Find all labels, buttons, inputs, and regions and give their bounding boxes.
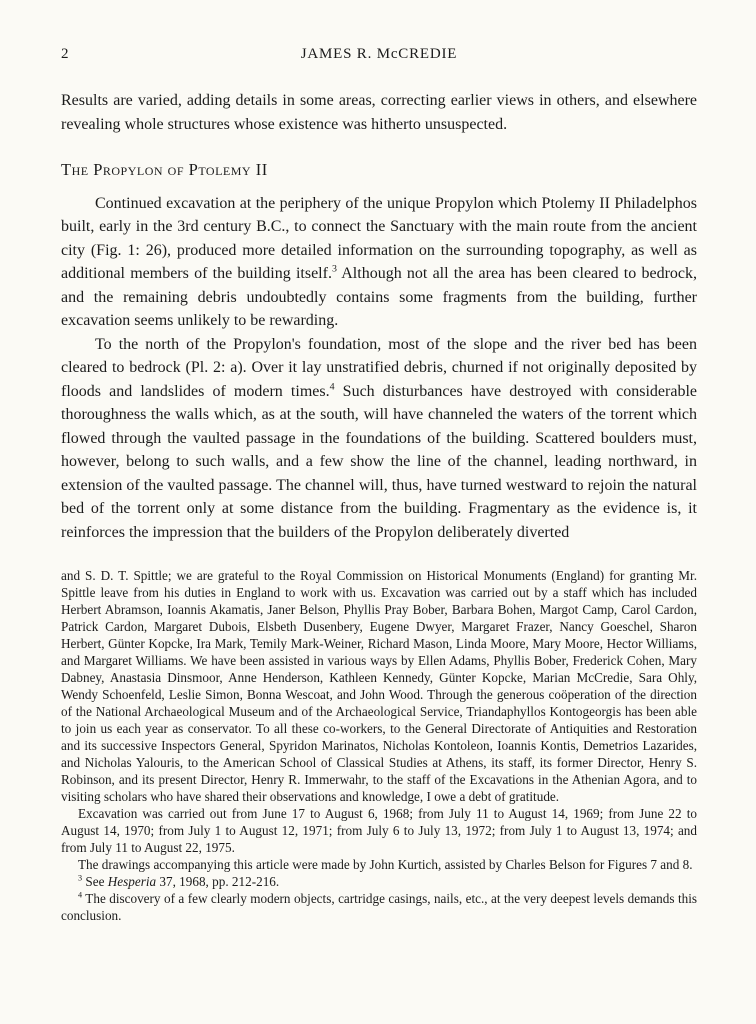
page-number: 2 bbox=[61, 46, 69, 62]
footnote-3-marker: 3 bbox=[78, 873, 83, 883]
journal-citation: Hesperia bbox=[107, 874, 157, 889]
paragraph-text: Although not all the area has been cleared to bedrock, and the remaining debris undoubtedly contains some fragments from the building, further excavation seems unlikely to be rewarding. bbox=[61, 265, 697, 329]
footnote-4 bbox=[61, 890, 697, 924]
footnotes-section bbox=[61, 567, 697, 924]
paragraph-text: To the north of the Propylon's foundation, most of the slope and the river bed has been cleared to bedrock (Pl. 2: a). Over it lay unstratified debris, churned if not originally deposited by floods and landslides of modern times. bbox=[61, 335, 697, 400]
footnote-4-marker: 4 bbox=[78, 890, 83, 900]
paragraph-text: Such disturbances have destroyed with considerable thoroughness the walls which, as at the south, will have channeled the waters of the torrent which flowed through the vaulted passage in the foundations of the building. Scattered boulders must, however, belong to such walls, and a few show the line of the channel, leading northward, in extension of the vaulted passage. The channel will, thus, have turned westward to rejoin the natural bed of the torrent only at some distance from the building. Fragmentary as the evidence is, it reinforces the impression that the builders of the Propylon deliberately diverted bbox=[61, 382, 697, 541]
footnote-text: 37, 1968, pp. 212-216. bbox=[156, 874, 280, 889]
running-head: JAMES R. McCREDIE bbox=[300, 46, 458, 62]
footnote-text: The discovery of a few clearly modern objects, cartridge casings, nails, etc., at the very deepest levels demands this conclusion. bbox=[61, 891, 697, 923]
footnote-ref-4: 4 bbox=[329, 381, 335, 393]
footnote-continuation: and S. D. T. Spittle; we are grateful to the Royal Commission on Historical Monuments (England) for granting Mr. Spittle leave from his duties in England to work with us. Excavation was carried out by a staff which has included Herbert Abramson, Ioannis Akamatis, Janer Belson, Phyllis Pray Bober, Barbara Bohen, Margot Camp, Carol Cardon, Patrick Cardon, Margaret Dubois, Elsbeth Dusenbery, Eugene Dwyer, Margaret Frazer, Nancy Goeschel, Sharon Herbert, Günter Kopcke, Ira Mark, Temily Mark-Weiner, Richard Mason, Linda Moore, Mary Moore, Hector Williams, and Margaret Williams. We have been assisted in various ways by Ellen Adams, Phyllis Bober, Frederick Cohen, Mary Dabney, Anastasia Dinsmoor, Anne Henderson, Kathleen Kennedy, Günter Kopcke, Marian McCredie, Sara Ohly, Wendy Schoenfeld, Leslie Simon, Bonna Wescoat, and John Wood. Through the generous coöperation of the direction of the National Archaeological Museum and of the Archaeological Service, Triandaphyllos Kontogeorgis has been able to join us each year as conservator. To all these co-workers, to the General Directorate of Antiquities and Restoration and its successive Inspectors General, Spyridon Marinatos, Nicholas Kontoleon, Ioannis Kontis, Demetrios Lazarides, and Nicholas Yalouris, to the American School of Classical Studies at Athens, its staff, its former Director, Henry S. Robinson, and its present Director, Henry R. Immerwahr, to the staff of the Excavations in the Athenian Agora, and to visiting scholars who have shared their observations and knowledge, I owe a debt of gratitude. bbox=[61, 568, 697, 804]
footnote-excavation-seasons: Excavation was carried out from June 17 to August 6, 1968; from July 11 to August 14, 1969; from June 22 to August 14, 1970; from July 1 to August 12, 1971; from July 6 to July 13, 1972; from July 1 to August 13, 1974; and from July 11 to August 22, 1975. bbox=[61, 806, 697, 855]
paragraph-text: Continued excavation at the periphery of the unique Propylon which Ptolemy II Philadelphos built, early in the 3rd century B.C., to connect the Sanctuary with the main route from the ancient city (Fig. 1: 26), produced more detailed information on the surrounding topography, as well as additional members of the building itself. bbox=[61, 194, 697, 282]
footnote-drawings-credit: The drawings accompanying this article were made by John Kurtich, assisted by Charles Belson for Figures 7 and 8. bbox=[78, 857, 693, 872]
paragraph-opening: Results are varied, adding details in some areas, correcting earlier views in others, and elsewhere revealing whole structures whose existence was hitherto unsuspected. bbox=[61, 92, 697, 133]
page-header bbox=[61, 46, 697, 63]
article-body bbox=[61, 89, 697, 544]
paragraph-propylon bbox=[61, 192, 697, 333]
footnote-text: See bbox=[82, 874, 108, 889]
paragraph-north bbox=[61, 333, 697, 545]
footnote-3 bbox=[61, 873, 697, 890]
section-heading: The Propylon of Ptolemy II bbox=[61, 160, 268, 179]
footnote-ref-3: 3 bbox=[331, 263, 337, 275]
